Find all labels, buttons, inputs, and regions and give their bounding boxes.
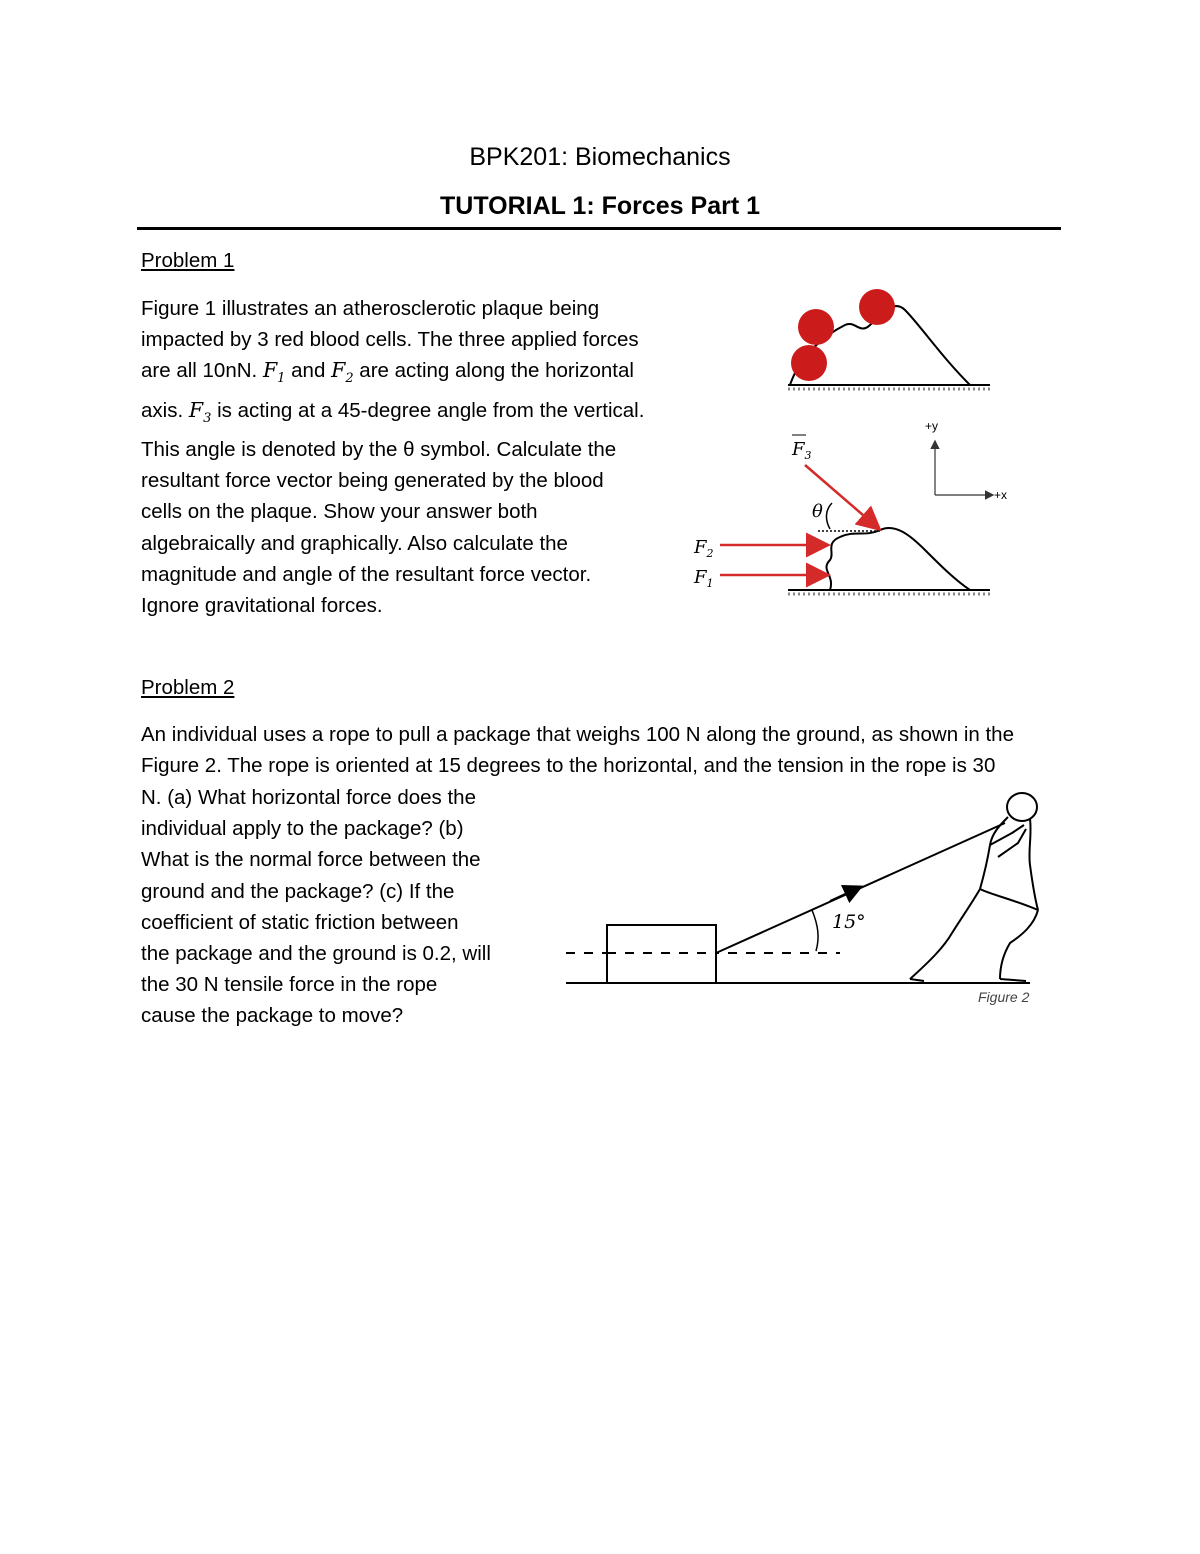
angle-arc	[812, 910, 818, 951]
vector-f1-subscript: 1	[277, 371, 286, 387]
p1-line: This angle is denoted by the θ symbol. Calculate the	[141, 438, 617, 461]
label-theta: θ	[812, 501, 823, 522]
problem-1-heading: Problem 1	[141, 249, 235, 272]
figure-2-caption: Figure 2	[978, 989, 1030, 1005]
red-blood-cell	[798, 309, 834, 345]
p1-line	[141, 355, 681, 394]
p1-line: impacted by 3 red blood cells. The three applied forces	[141, 328, 639, 352]
p2-line: cause the package to move?	[141, 1004, 404, 1028]
p1-text-fragment: are acting along the horizontal	[359, 359, 634, 383]
p1-line: algebraically and graphically. Also calculate the	[141, 531, 568, 555]
angle-label: 15°	[832, 911, 866, 933]
p1-line: Ignore gravitational forces.	[141, 594, 383, 618]
red-blood-cell	[791, 345, 827, 381]
p2-line: N. (a) What horizontal force does the	[141, 786, 476, 809]
p1-line: resultant force vector being generated by the blood	[141, 469, 604, 493]
p1-line: Figure 1 illustrates an atherosclerotic plaque being	[141, 297, 600, 320]
problem-2-text-column	[141, 782, 521, 1032]
p1-text-fragment: and	[291, 359, 326, 383]
plaque-bottom	[826, 528, 970, 590]
p2-line: coefficient of static friction between	[141, 910, 459, 934]
rope-direction-arrow	[830, 889, 856, 901]
axis-x-label: +x	[994, 488, 1008, 502]
vector-f3	[188, 397, 212, 426]
tutorial-title: TUTORIAL 1: Forces Part 1	[440, 192, 760, 220]
vector-f2-symbol: F	[331, 358, 346, 383]
problem-1-text	[141, 293, 681, 621]
p1-line: cells on the plaque. Show your answer both	[141, 500, 538, 524]
vector-f3-symbol: F	[188, 397, 204, 422]
vector-f1	[262, 358, 286, 387]
vector-f2-subscript: 2	[345, 371, 354, 387]
label-f1: $F_1$	[694, 567, 714, 590]
p2-line: individual apply to the package? (b)	[141, 817, 464, 841]
problem-2-heading: Problem 2	[141, 676, 235, 699]
p1-text-fragment: axis.	[141, 398, 184, 422]
title-divider	[137, 227, 1061, 230]
theta-arc	[826, 503, 832, 529]
p1-line: magnitude and angle of the resultant force vector.	[141, 562, 592, 586]
vector-f2	[331, 358, 354, 387]
p1-text-fragment: is acting at a 45-degree angle from the vertical.	[217, 398, 645, 422]
rope-line	[716, 823, 1005, 953]
vector-f3-subscript: 3	[203, 410, 212, 426]
vector-f1-symbol: F	[262, 358, 278, 383]
p1-line	[141, 395, 681, 434]
p2-line: What is the normal force between the	[141, 848, 481, 872]
label-f2: $F_2$	[694, 537, 714, 560]
p2-line: An individual uses a rope to pull a package that weighs 100 N along the ground, as shown in the	[141, 723, 1014, 746]
person-figure	[910, 793, 1038, 981]
figure-2-rope-pull-diagram	[560, 785, 1050, 1020]
p1-text-fragment: are all 10nN.	[141, 359, 258, 383]
p2-line: the package and the ground is 0.2, will	[141, 942, 491, 966]
label-f3: $F_3$	[792, 439, 812, 462]
red-blood-cell	[859, 289, 895, 325]
course-title: BPK201: Biomechanics	[469, 143, 731, 171]
p2-line: ground and the package? (c) If the	[141, 879, 455, 903]
p2-line: the 30 N tensile force in the rope	[141, 973, 438, 997]
p2-line: Figure 2. The rope is oriented at 15 degrees to the horizontal, and the tension in the rope is 30	[141, 754, 996, 777]
axis-y-label: +y	[925, 419, 939, 433]
figure-1-plaque-diagram	[640, 285, 1010, 615]
